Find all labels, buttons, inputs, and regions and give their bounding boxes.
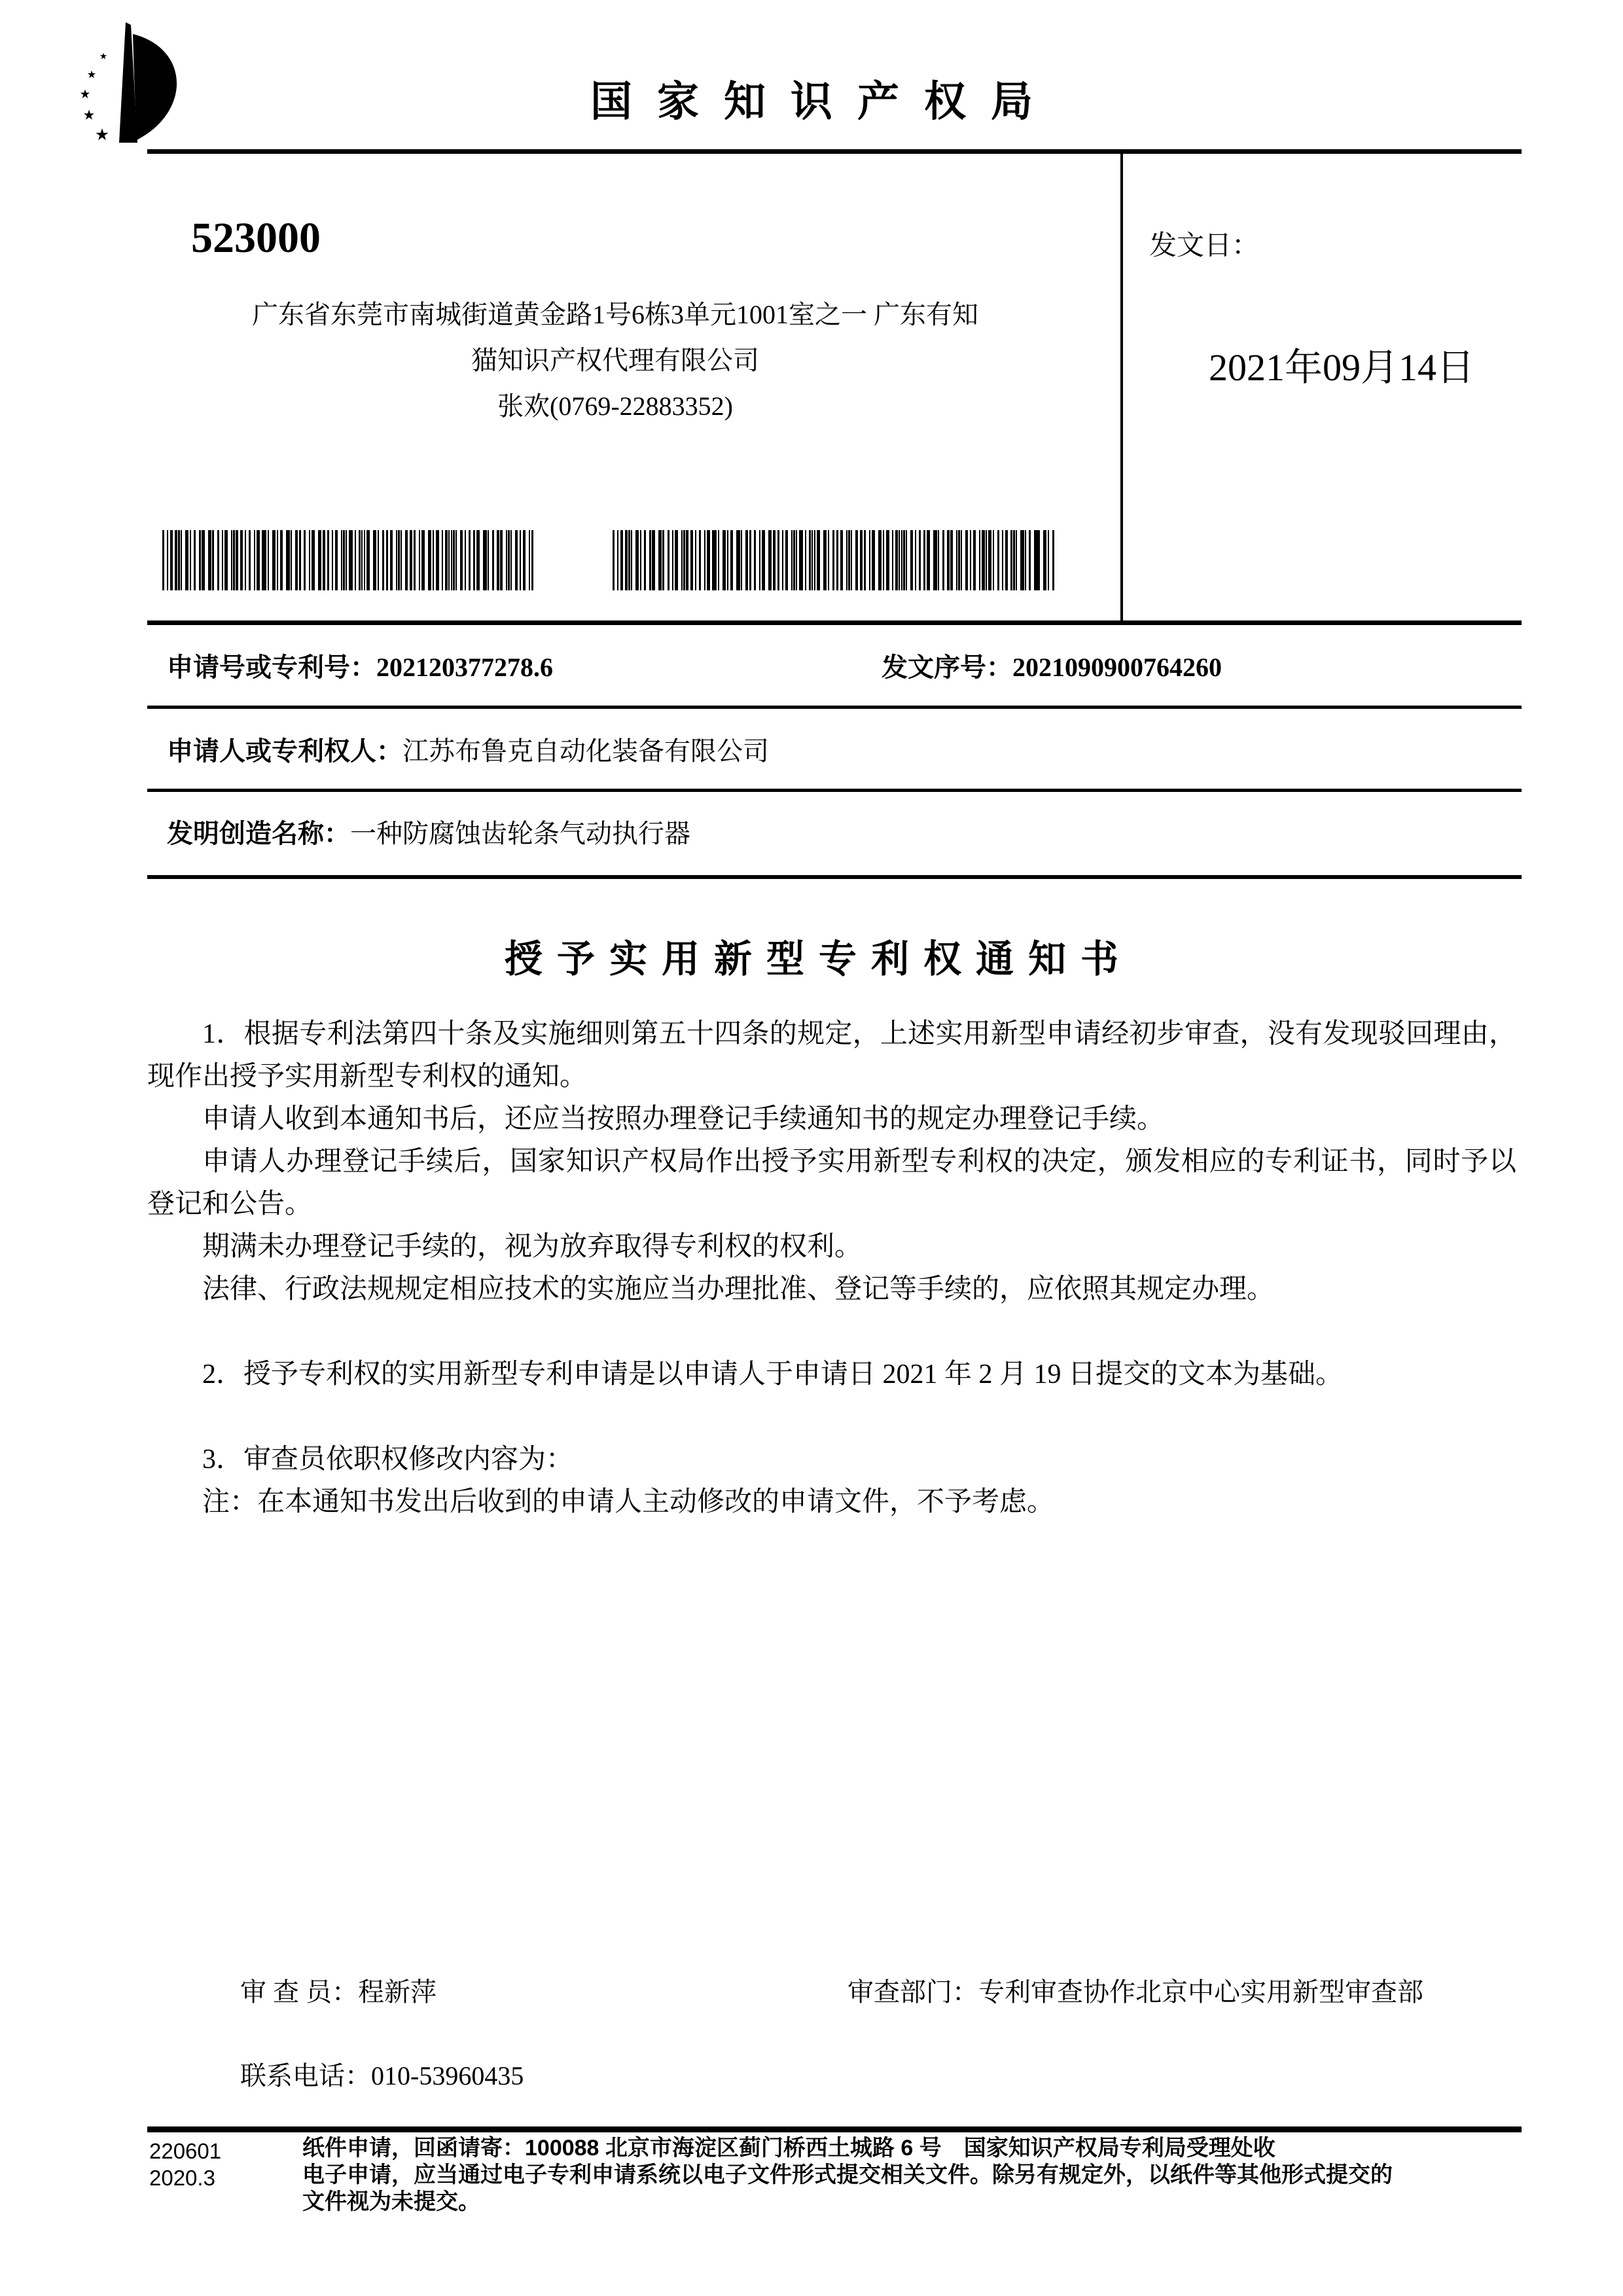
notice-paragraph: 法律、行政法规规定相应技术的实施应当办理批准、登记等手续的，应依照其规定办理。 <box>202 1274 1275 1304</box>
barcode-left <box>162 530 533 590</box>
footer-instruction-line: 纸件申请，回函请寄：100088 北京市海淀区蓟门桥西土城路 6 号 国家知识产权局专利局受理处收 <box>302 2136 1275 2161</box>
serial-number-label: 发文序号： <box>882 653 1012 682</box>
invention-title-label: 发明创造名称： <box>167 819 350 848</box>
notice-paragraph: 2．授予专利权的实用新型专利申请是以申请人于申请日 2021 年 2 月 19 日提交的文本为基础。 <box>202 1359 1344 1390</box>
recipient-contact: 张欢(0769-22883352) <box>497 391 733 421</box>
application-number-label: 申请号或专利号： <box>167 653 376 682</box>
dispatch-date-label: 发文日： <box>1149 231 1260 261</box>
barcode-divider-line <box>147 620 1522 625</box>
notice-paragraph: 3．审查员依职权修改内容为： <box>202 1444 574 1475</box>
agency-title: 国家知识产权局 <box>590 79 1058 125</box>
notice-paragraph: 期满未办理登记手续的，视为放弃取得专利权的权利。 <box>202 1232 863 1262</box>
notice-paragraph: 申请人办理登记手续后，国家知识产权局作出授予实用新型专利权的决定，颁发相应的专利证书，同时予以登记和公告。 <box>147 1147 1516 1219</box>
notice-body <box>147 1013 1516 1524</box>
notice-paragraph: 注：在本通知书发出后收到的申请人主动修改的申请文件，不予考虑。 <box>202 1487 1055 1517</box>
signoff-row <box>147 1971 1522 2009</box>
examiner-label: 审 查 员： <box>240 1977 358 2007</box>
row-divider-line-2 <box>147 789 1522 792</box>
recipient-address-line: 广东省东莞市南城街道黄金路1号6栋3单元1001室之一 广东有知 <box>252 300 978 329</box>
form-version: 2020.3 <box>149 2166 215 2190</box>
footer-divider-line <box>147 2126 1522 2132</box>
recipient-address <box>157 292 1073 429</box>
recipient-agency-name: 猫知识产权代理有限公司 <box>471 346 759 375</box>
application-number-value: 202120377278.6 <box>376 653 553 682</box>
department-label: 审查部门： <box>847 1977 978 2007</box>
notice-paragraph: 1．根据专利法第四十条及实施细则第五十四条的规定，上述实用新型申请经初步审查，没有发现驳回理由，现作出授予实用新型专利权的通知。 <box>147 1019 1516 1092</box>
invention-title-value: 一种防腐蚀齿轮条气动执行器 <box>350 819 690 848</box>
barcode-right <box>613 530 1056 590</box>
dispatch-date-value: 2021年09月14日 <box>1208 346 1474 389</box>
invention-title-row <box>147 813 1522 850</box>
row-divider-line-3 <box>147 875 1522 879</box>
examiner-name: 程新萍 <box>358 1977 437 2007</box>
application-number-row <box>147 647 1522 684</box>
footer-instruction-line: 电子申请，应当通过电子专利申请系统以电子文件形式提交相关文件。除另有规定外，以纸件等其他形式提交的 <box>302 2162 1393 2187</box>
notice-title: 授予实用新型专利权通知书 <box>504 938 1133 980</box>
footer-instructions <box>302 2135 1575 2215</box>
postal-code: 523000 <box>191 214 321 262</box>
applicant-value: 江苏布鲁克自动化装备有限公司 <box>402 736 769 766</box>
department-name: 专利审查协作北京中心实用新型审查部 <box>978 1977 1423 2007</box>
footer-instruction-line: 文件视为未提交。 <box>302 2189 480 2214</box>
form-code: 220601 <box>149 2139 222 2163</box>
applicant-label: 申请人或专利权人： <box>167 736 402 766</box>
row-divider-line-1 <box>147 706 1522 709</box>
phone-label: 联系电话： <box>240 2061 371 2090</box>
contact-phone-row <box>240 2055 524 2092</box>
phone-number: 010-53960435 <box>371 2061 524 2090</box>
notice-paragraph: 申请人收到本通知书后，还应当按照办理登记手续通知书的规定办理登记手续。 <box>202 1104 1165 1134</box>
serial-number-value: 2021090900764260 <box>1012 653 1222 682</box>
applicant-row <box>147 730 1522 768</box>
form-code-block <box>149 2138 221 2191</box>
header-divider-line <box>147 149 1522 154</box>
